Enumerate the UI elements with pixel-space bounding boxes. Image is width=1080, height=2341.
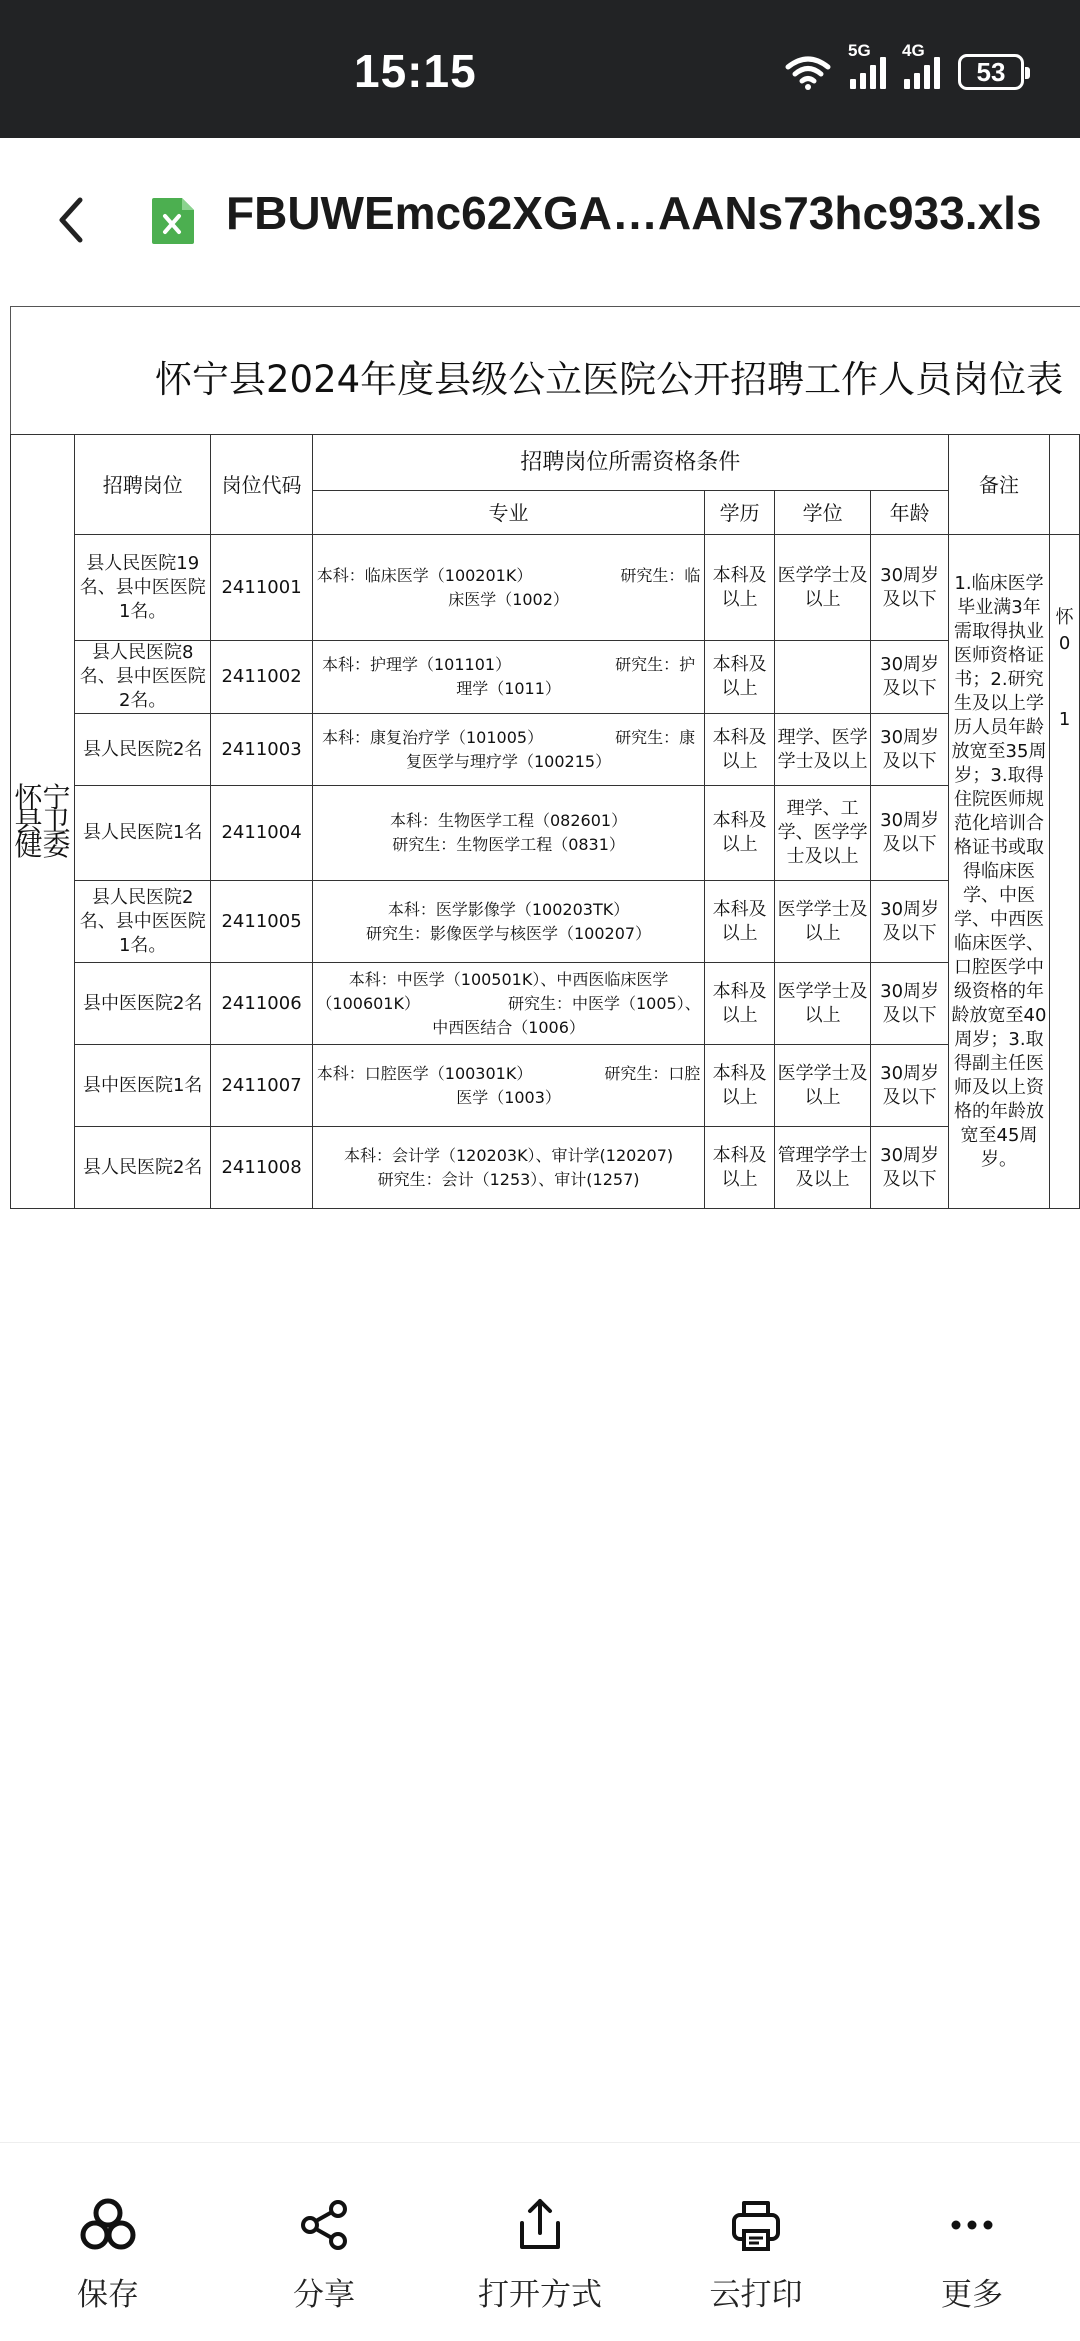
cell-code: 2411006 — [211, 963, 313, 1045]
battery-indicator: 53 — [958, 54, 1024, 90]
share-button[interactable] — [216, 2143, 432, 2341]
header-code: 岗位代码 — [211, 435, 313, 535]
header-degree: 学位 — [774, 491, 870, 535]
cell-degree: 医学学士及以上 — [774, 963, 870, 1045]
header-position: 招聘岗位 — [75, 435, 211, 535]
cell-position: 县中医医院2名 — [75, 963, 211, 1045]
table-row[interactable] — [11, 535, 1080, 641]
cell-degree: 医学学士及以上 — [774, 1045, 870, 1127]
sheet-title-row — [10, 306, 1080, 434]
cloud-print-label: 云打印 — [709, 2277, 803, 2313]
bottom-action-bar — [0, 2142, 1080, 2341]
cell-code: 2411007 — [211, 1045, 313, 1127]
cell-education: 本科及以上 — [705, 1127, 775, 1209]
cell-age: 30周岁及以下 — [871, 641, 949, 714]
cell-major: 本科：临床医学（100201K） 研究生：临床医学（1002） — [312, 535, 704, 641]
file-name: FBUWEmc62XGA…AANs73hc933.xls — [226, 187, 1042, 239]
save-icon — [76, 2193, 140, 2257]
back-icon[interactable] — [46, 190, 96, 250]
table-row[interactable] — [11, 641, 1080, 714]
open-with-button[interactable] — [432, 2143, 648, 2341]
recruitment-table — [10, 434, 1080, 1209]
next-column-header-partial — [1050, 435, 1080, 535]
cell-degree — [774, 641, 870, 714]
cell-code: 2411003 — [211, 714, 313, 786]
cell-degree: 管理学学士及以上 — [774, 1127, 870, 1209]
cell-position: 县人民医院19名、县中医医院1名。 — [75, 535, 211, 641]
cell-position: 县人民医院8名、县中医医院2名。 — [75, 641, 211, 714]
partial-char: 怀 — [1055, 607, 1074, 628]
cell-major: 本科：会计学（120203K）、审计学(120207) 研究生：会计（1253）、审计(1257) — [312, 1127, 704, 1209]
header-conditions: 招聘岗位所需资格条件 — [312, 435, 948, 491]
cell-age: 30周岁及以下 — [871, 535, 949, 641]
more-icon — [940, 2193, 1004, 2257]
cell-code: 2411008 — [211, 1127, 313, 1209]
open-with-icon — [508, 2193, 572, 2257]
cell-position: 县人民医院2名、县中医医院1名。 — [75, 881, 211, 963]
cell-major: 本科：生物医学工程（082601） 研究生：生物医学工程（0831） — [312, 786, 704, 881]
status-icons — [784, 41, 1024, 90]
open-with-label: 打开方式 — [478, 2277, 602, 2313]
cell-degree: 医学学士及以上 — [774, 535, 870, 641]
cell-degree: 医学学士及以上 — [774, 881, 870, 963]
cell-major: 本科：医学影像学（100203TK） 研究生：影像医学与核医学（100207） — [312, 881, 704, 963]
header-remark: 备注 — [948, 435, 1049, 535]
table-row[interactable] — [11, 714, 1080, 786]
cell-major: 本科：中医学（100501K）、中西医临床医学（100601K） 研究生：中医学（1005）、中西医结合（1006） — [312, 963, 704, 1045]
department-cell: 怀宁县卫健委 — [11, 435, 75, 1209]
wifi-icon — [784, 54, 832, 90]
cell-age: 30周岁及以下 — [871, 1127, 949, 1209]
save-label: 保存 — [77, 2277, 139, 2313]
cell-code: 2411001 — [211, 535, 313, 641]
header-education: 学历 — [705, 491, 775, 535]
cell-education: 本科及以上 — [705, 1045, 775, 1127]
cell-age: 30周岁及以下 — [871, 963, 949, 1045]
cell-age: 30周岁及以下 — [871, 881, 949, 963]
cell-code: 2411005 — [211, 881, 313, 963]
header-age: 年龄 — [871, 491, 949, 535]
spreadsheet-view[interactable] — [0, 300, 1080, 2140]
share-label: 分享 — [293, 2277, 355, 2313]
cell-education: 本科及以上 — [705, 714, 775, 786]
table-row[interactable] — [11, 881, 1080, 963]
cloud-print-button[interactable] — [648, 2143, 864, 2341]
signal-4g-icon: 4G — [904, 55, 940, 89]
print-icon — [724, 2193, 788, 2257]
save-button[interactable] — [0, 2143, 216, 2341]
cell-education: 本科及以上 — [705, 641, 775, 714]
remark-cell: 1.临床医学毕业满3年需取得执业医师资格证书；2.研究生及以上学历人员年龄放宽至35周岁；3.取得住院医师规范化培训合格证书或取得临床医学、中医学、中西医临床医学、口腔医学中级资格的年龄放宽至40周岁；3.取得副主任医师及以上资格的年龄放宽至45周岁。 — [948, 535, 1049, 1209]
cell-position: 县人民医院1名 — [75, 786, 211, 881]
cell-position: 县人民医院2名 — [75, 1127, 211, 1209]
cell-major: 本科：口腔医学（100301K） 研究生：口腔医学（1003） — [312, 1045, 704, 1127]
cell-code: 2411004 — [211, 786, 313, 881]
next-column-partial — [1050, 535, 1080, 1209]
cell-education: 本科及以上 — [705, 786, 775, 881]
partial-char: 0 — [1058, 633, 1071, 654]
table-row[interactable] — [11, 963, 1080, 1045]
cell-age: 30周岁及以下 — [871, 1045, 949, 1127]
file-header — [0, 138, 1080, 300]
cell-education: 本科及以上 — [705, 535, 775, 641]
table-row[interactable] — [11, 786, 1080, 881]
cell-position: 县人民医院2名 — [75, 714, 211, 786]
cell-education: 本科及以上 — [705, 963, 775, 1045]
more-button[interactable] — [864, 2143, 1080, 2341]
cell-code: 2411002 — [211, 641, 313, 714]
cell-age: 30周岁及以下 — [871, 786, 949, 881]
cell-education: 本科及以上 — [705, 881, 775, 963]
status-time: 15:15 — [354, 45, 477, 97]
cell-major: 本科：护理学（101101） 研究生：护理学（1011） — [312, 641, 704, 714]
cell-age: 30周岁及以下 — [871, 714, 949, 786]
cell-major: 本科：康复治疗学（101005） 研究生：康复医学与理疗学（100215） — [312, 714, 704, 786]
sheet-title: 怀宁县2024年度县级公立医院公开招聘工作人员岗位表 — [155, 358, 1064, 401]
cell-degree: 理学、医学学士及以上 — [774, 714, 870, 786]
status-bar — [0, 0, 1080, 138]
cell-degree: 理学、工学、医学学士及以上 — [774, 786, 870, 881]
more-label: 更多 — [941, 2277, 1003, 2313]
share-icon — [292, 2193, 356, 2257]
excel-file-icon — [150, 196, 196, 246]
header-major: 专业 — [312, 491, 704, 535]
partial-char: 1 — [1058, 709, 1071, 730]
cell-position: 县中医医院1名 — [75, 1045, 211, 1127]
table-row[interactable] — [11, 1127, 1080, 1209]
signal-5g-icon: 5G — [850, 55, 886, 89]
table-row[interactable] — [11, 1045, 1080, 1127]
